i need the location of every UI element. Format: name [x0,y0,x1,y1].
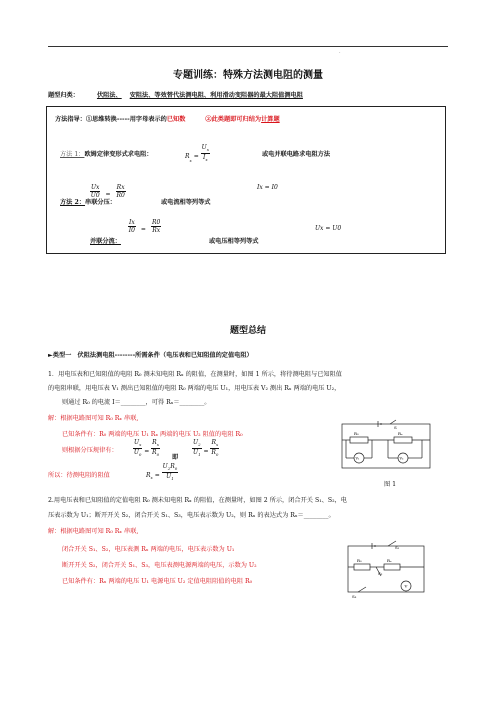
method-1-formula: $R_x$ = $\frac{U_x}{I_x}$ [185,143,209,164]
header-rule [48,46,448,47]
s1-line-1: 解：根据电路图可知 R₀ Rₓ 串联, [48,415,139,422]
fig1-rx-label: Rₓ [398,431,403,436]
method-1-line [60,149,153,158]
q1-line-1: 1．用电压表和已知阻值的电阻 R₀ 测未知电阻 Rₓ 的阻值，在测量时，如图 1 所示，将待测电阻与已知阻值 [48,371,342,378]
q1-line-3: 则通过 R₀ 的电流 I＝________，可得 Rₓ＝________。 [62,399,211,406]
fig1-v1-label: V₁ [355,456,360,461]
fig2-s3-label: S₃ [352,594,357,599]
guide-text-1: ①思维转换-----用字母表示的 [85,116,167,123]
m3-frac-1-den: I0 [128,227,135,234]
method-3-note: 或电压相等列等式 [209,238,259,245]
fig2-s2-label: S₂ [378,571,383,576]
m2-frac-2-den: R0 [116,192,125,199]
method-1-label: 方法 1： [60,151,85,158]
q2-line-1: 2.用电压表和已知阻值的定值电阻 R₀ 测未知电阻 Rₓ 的阻值，在测量时，如图 2 所示，闭合开关 S₁、S₂，电 [48,497,347,504]
s1-formula-1: $\frac{U_x}{U_0}$ = $\frac{R_x}{R_0}$ [133,438,160,458]
s2-line-1: 解：根据电路图可知 R₀ Rₓ 串联, [48,528,139,535]
fig2-rx-label: Rₓ [387,558,392,563]
figure-1-caption: 图 1 [384,481,397,488]
fig2-s1-label: S₁ [395,545,400,550]
s1-ji: 即 [172,454,179,461]
type1-heading: ►类型一 伏阻法测电阻--------所需条件（电压表和已知阻值的定值电阻） [48,352,253,359]
fig1-s-label: S [394,425,397,430]
m3-frac-2 [151,219,161,234]
m3-frac-1-num: Ix [129,219,135,226]
s2-line-3: 断开开关 S₂，闭合开关 S₁、S₃，电压表测电源两端的电压，示数为 U₂ [62,562,257,569]
s1-line-4: 所以：待测电阻的阻值 [48,472,110,479]
s2-line-4: 已知条件有：Rₓ 两端的电压 U₁ 电源电压 U₂ 定值电阻阻值的电阻 R₀ [62,578,253,585]
fig1-v2-label: V₂ [399,456,404,461]
method-2-note: 或电流相等列等式 [161,199,211,206]
m3-frac-1 [128,219,136,234]
method-guide-line [55,114,280,123]
method-box [46,106,446,254]
method-2-formula: $\frac{Ux}{U0}$ = $\frac{Rx}{R0}$ [90,184,125,199]
m2-frac-2-num: Rx [116,184,125,191]
method-3-formula: $\frac{Ix}{I0}$ = $\frac{R0}{Rx}$ [128,219,161,234]
guide-label: 方法指导： [55,116,86,123]
m3-frac-2-num: R0 [151,219,161,226]
fig2-v-label: V [404,583,408,589]
m1-frac: $\frac{U_x}{I_x}$ [201,143,209,163]
page-title: 专题训练：特殊方法测电阻的测量 [173,70,323,81]
q2-line-2: 压表示数为 U₁；断开开关 S₂，闭合开关 S₁、S₃，电压表示数为 U₂，则 Rₓ 的表达式为 Rₓ＝________。 [48,512,335,519]
method-3-eq: Ux = U0 [315,225,342,232]
method-2-text: 串联分压： [85,199,116,206]
s2-line-2: 闭合开关 S₁、S₂，电压表测 Rₓ 两端的电压，电压表示数为 U₁ [62,546,235,553]
s1-result: $R_x$ = $\frac{U_2R_0}{U_1}$ [146,462,178,482]
method-2-eq: Ix = I0 [257,184,278,191]
method-3-label: 并联分流： [90,238,121,245]
fig2-r0-label: R₀ [357,558,362,563]
category-line [48,90,303,99]
m2-frac-1-den: U0 [90,192,100,199]
guide-text-1-red: 已知数 [166,116,186,123]
s1-line-3: 则根据分压规律有： [62,447,118,454]
q1-line-2: 的电阻串联，用电压表 V₁ 测出已知阻值的电阻 R₀ 两端的电压 U₁，用电压表 V₂ 测出 Rₓ 两端的电压 U₂， [48,385,341,392]
m2-frac-2 [116,184,126,199]
guide-text-2-red-ul: 计算题 [261,116,280,123]
m3-frac-2-den: Rx [152,227,161,234]
category-item-1: 伏阻法、 [96,92,122,99]
s1-line-2: 已知条件有：R₀ 两端的电压 U₁ Rₓ 两端的电压 U₂ 阻值的电阻 R₀ [62,431,243,438]
m1-eq-lhs: R [185,153,190,160]
m2-frac-1-num: Ux [91,184,100,191]
m1-frac-num: U [201,143,207,151]
method-2-label: 方法 2： [60,199,86,206]
method-2-line [60,197,116,206]
method-1-note: 或电并联电路求电阻方法 [262,151,331,158]
header-dot: . [339,49,341,55]
section-title: 题型总结 [229,326,266,336]
fig1-r0-label: R₀ [354,431,359,436]
s1-formula-2: $\frac{U_2}{U_1}$ = $\frac{R_x}{R_0}$ [193,438,219,458]
figure-2-circuit [340,540,436,600]
figure-1-circuit [338,418,438,478]
m1-frac-den: I [202,154,206,161]
category-item-2: 安阻法、等效替代法测电阻、利用滑动变阻器的最大阻值测电阻 [129,92,303,99]
category-label: 题型归类： [48,92,79,99]
guide-text-2-red: ②此类题即可归结为 [205,116,262,123]
method-1-text: 欧姆定律变形式求电阻： [84,151,153,158]
